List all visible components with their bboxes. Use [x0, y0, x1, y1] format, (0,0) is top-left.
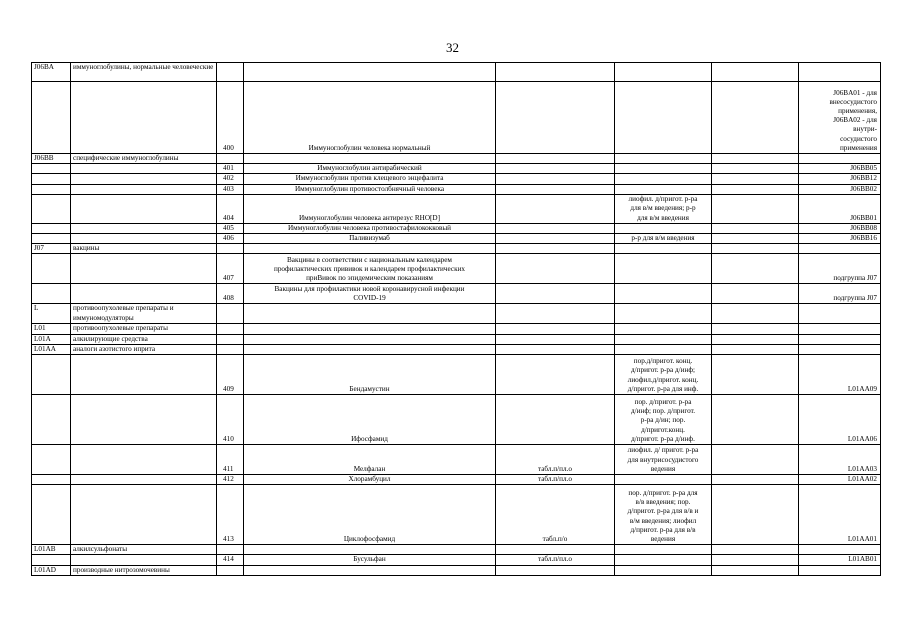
oral-form-cell: [496, 154, 615, 164]
drug-name-cell: [244, 244, 496, 254]
other-form-cell: [712, 565, 799, 575]
table-row: [32, 334, 881, 344]
atc-code: J06BB01: [850, 213, 877, 222]
atc-code-cell: [799, 174, 881, 184]
atc-code: L01AA03: [847, 464, 877, 473]
other-form-cell: [712, 395, 799, 445]
group-name-cell: [71, 355, 217, 395]
other-form-cell: [712, 63, 799, 82]
oral-form: табл.п/пл.о: [538, 555, 572, 564]
atc-code: J06BA01 - для внесосудистого применения, J06BA02 - для внутри- сосудистого применения: [829, 88, 877, 152]
atc-group-code-cell: [32, 194, 71, 223]
other-form-cell: [712, 445, 799, 475]
atc-group-code-cell: [32, 565, 71, 575]
group-name-cell: [71, 174, 217, 184]
oral-form-cell: [496, 82, 615, 154]
table-row: [32, 565, 881, 575]
other-form-cell: [712, 254, 799, 284]
atc-group-code-cell: [32, 184, 71, 194]
drug-list-table: [31, 62, 881, 576]
group-name-cell: [71, 565, 217, 575]
row-number-cell: [217, 475, 244, 485]
atc-group-code-cell: [32, 244, 71, 254]
atc-group-code-cell: [32, 445, 71, 475]
row-number-cell: [217, 174, 244, 184]
atc-code: L01AA09: [847, 384, 877, 393]
drug-name: Иммуноглобулин против клещевого энцефалита: [295, 174, 444, 183]
drug-name: Бусульфан: [353, 555, 386, 564]
other-form-cell: [712, 485, 799, 545]
atc-group-code: L01: [34, 324, 46, 333]
drug-name: Вакцины в соответствии с национальным календарем профилактических прививок и календарем профилактических приВивок по эпидемическим показаниям: [273, 255, 466, 283]
atc-code-cell: [799, 164, 881, 174]
group-name: противоопухолевые препараты: [73, 324, 168, 333]
drug-name-cell: [244, 154, 496, 164]
group-name-cell: [71, 304, 217, 324]
row-number-cell: [217, 344, 244, 354]
atc-group-code: L01AA: [34, 344, 56, 353]
injection-form-cell: [615, 395, 712, 445]
injection-form: пор. д/пригот. р-ра д/инф; пор. д/пригот. р-ра д/ин; пор. д/пригот.конц. д/пригот. р-ра д/инф.: [630, 398, 696, 443]
drug-name-cell: [244, 284, 496, 304]
drug-name-cell: [244, 174, 496, 184]
row-number-cell: [217, 154, 244, 164]
group-name: алкилсульфонаты: [73, 545, 128, 554]
row-number: 402: [223, 174, 234, 183]
table-row: [32, 154, 881, 164]
group-name-cell: [71, 555, 217, 565]
drug-name-cell: [244, 234, 496, 244]
oral-form: табл.п/о: [542, 535, 568, 544]
injection-form: лиофил. д/пригот. р-ра для в/м введения; р-р для в/м введения: [628, 195, 698, 222]
atc-group-code: J06BB: [34, 154, 54, 162]
drug-name: Хлорамбуцил: [348, 475, 391, 484]
drug-name-cell: [244, 355, 496, 395]
atc-group-code-cell: [32, 63, 71, 82]
drug-name: Иммуноглобулин противостолбнячный человека: [294, 184, 445, 193]
atc-code-cell: [799, 545, 881, 555]
oral-form-cell: [496, 63, 615, 82]
row-number: 414: [223, 555, 234, 564]
atc-code-cell: [799, 324, 881, 334]
row-number-cell: [217, 545, 244, 555]
group-name-cell: [71, 395, 217, 445]
injection-form: лиофил. д/ пригот. р-ра для внутрисосудистого ведения: [627, 446, 699, 473]
other-form-cell: [712, 545, 799, 555]
row-number-cell: [217, 254, 244, 284]
atc-group-code-cell: [32, 555, 71, 565]
group-name-cell: [71, 545, 217, 555]
row-number: 404: [223, 213, 234, 222]
table-row: [32, 445, 881, 475]
row-number: 400: [223, 143, 234, 152]
injection-form-cell: [615, 174, 712, 184]
oral-form-cell: [496, 284, 615, 304]
other-form-cell: [712, 154, 799, 164]
atc-group-code-cell: [32, 344, 71, 354]
oral-form-cell: [496, 184, 615, 194]
group-name-cell: [71, 244, 217, 254]
injection-form-cell: [615, 344, 712, 354]
atc-code: подгруппа J07: [833, 274, 877, 283]
table-row: [32, 63, 881, 82]
other-form-cell: [712, 194, 799, 223]
injection-form-cell: [615, 445, 712, 475]
atc-group-code-cell: [32, 82, 71, 154]
row-number-cell: [217, 334, 244, 344]
group-name: алкилирующие средства: [73, 334, 148, 343]
atc-group-code-cell: [32, 254, 71, 284]
atc-group-code-cell: [32, 174, 71, 184]
table-row: [32, 344, 881, 354]
injection-form-cell: [615, 545, 712, 555]
group-name-cell: [71, 254, 217, 284]
row-number-cell: [217, 304, 244, 324]
injection-form-cell: [615, 244, 712, 254]
drug-name: Иммуноглобулин антирабический: [317, 164, 422, 173]
drug-name-cell: [244, 254, 496, 284]
group-name-cell: [71, 324, 217, 334]
atc-group-code-cell: [32, 284, 71, 304]
group-name-cell: [71, 284, 217, 304]
injection-form-cell: [615, 63, 712, 82]
row-number-cell: [217, 395, 244, 445]
table-row: [32, 254, 881, 284]
oral-form-cell: [496, 565, 615, 575]
injection-form-cell: [615, 324, 712, 334]
oral-form-cell: [496, 395, 615, 445]
atc-code-cell: [799, 344, 881, 354]
oral-form-cell: [496, 344, 615, 354]
atc-group-code: J06BA: [34, 63, 54, 71]
atc-group-code-cell: [32, 545, 71, 555]
injection-form: пор. д/пригот. р-ра для в/в введения; пор. д/пригот. р-ра для в/в и в/м введения; лиофил д/пригот. р-ра для в/в ведения: [627, 489, 699, 544]
table-row: [32, 545, 881, 555]
injection-form-cell: [615, 223, 712, 233]
row-number-cell: [217, 565, 244, 575]
drug-name-cell: [244, 194, 496, 223]
drug-name: Иммуноглобулин человека противостафилококковый: [287, 223, 452, 232]
row-number: 411: [223, 464, 234, 473]
oral-form-cell: [496, 244, 615, 254]
row-number-cell: [217, 555, 244, 565]
table-row: [32, 304, 881, 324]
atc-code-cell: [799, 565, 881, 575]
table-row: [32, 234, 881, 244]
drug-name: Иммуноглобулин человека нормальный: [308, 143, 431, 152]
other-form-cell: [712, 174, 799, 184]
atc-code-cell: [799, 355, 881, 395]
atc-code-cell: [799, 244, 881, 254]
injection-form-cell: [615, 555, 712, 565]
oral-form-cell: [496, 445, 615, 475]
atc-code-cell: [799, 334, 881, 344]
drug-name-cell: [244, 395, 496, 445]
atc-group-code: L01AD: [34, 565, 56, 574]
table-row: [32, 284, 881, 304]
atc-group-code: L01AB: [34, 545, 56, 554]
other-form-cell: [712, 304, 799, 324]
row-number-cell: [217, 234, 244, 244]
row-number-cell: [217, 194, 244, 223]
table-row: [32, 184, 881, 194]
row-number-cell: [217, 324, 244, 334]
table-row: [32, 223, 881, 233]
atc-code-cell: [799, 223, 881, 233]
row-number-cell: [217, 355, 244, 395]
drug-name-cell: [244, 565, 496, 575]
group-name-cell: [71, 184, 217, 194]
atc-group-code-cell: [32, 475, 71, 485]
atc-code: J06BB02: [850, 184, 877, 193]
atc-code-cell: [799, 475, 881, 485]
atc-code-cell: [799, 184, 881, 194]
other-form-cell: [712, 284, 799, 304]
group-name-cell: [71, 485, 217, 545]
injection-form-cell: [615, 284, 712, 304]
oral-form-cell: [496, 223, 615, 233]
oral-form-cell: [496, 194, 615, 223]
row-number: 403: [223, 184, 234, 193]
oral-form-cell: [496, 164, 615, 174]
atc-code-cell: [799, 234, 881, 244]
other-form-cell: [712, 223, 799, 233]
row-number-cell: [217, 184, 244, 194]
atc-group-code: L01A: [34, 334, 51, 343]
drug-name-cell: [244, 334, 496, 344]
drug-name-cell: [244, 184, 496, 194]
row-number-cell: [217, 223, 244, 233]
table-row: [32, 324, 881, 334]
atc-code-cell: [799, 63, 881, 82]
drug-name-cell: [244, 445, 496, 475]
oral-form-cell: [496, 174, 615, 184]
atc-group-code-cell: [32, 154, 71, 164]
drug-name-cell: [244, 475, 496, 485]
oral-form-cell: [496, 254, 615, 284]
atc-code: J06BB12: [850, 174, 877, 183]
row-number-cell: [217, 164, 244, 174]
other-form-cell: [712, 234, 799, 244]
injection-form-cell: [615, 485, 712, 545]
oral-form-cell: [496, 355, 615, 395]
row-number-cell: [217, 284, 244, 304]
table-row: [32, 395, 881, 445]
row-number: 409: [223, 384, 234, 393]
other-form-cell: [712, 555, 799, 565]
injection-form-cell: [615, 254, 712, 284]
row-number: 406: [223, 234, 234, 243]
page-number: 32: [446, 40, 459, 55]
injection-form-cell: [615, 164, 712, 174]
atc-code-cell: [799, 395, 881, 445]
group-name-cell: [71, 344, 217, 354]
atc-code-cell: [799, 82, 881, 154]
atc-code-cell: [799, 304, 881, 324]
atc-group-code-cell: [32, 324, 71, 334]
table-row: [32, 475, 881, 485]
injection-form-cell: [615, 234, 712, 244]
atc-code-cell: [799, 154, 881, 164]
atc-code-cell: [799, 284, 881, 304]
drug-name-cell: [244, 304, 496, 324]
other-form-cell: [712, 355, 799, 395]
oral-form-cell: [496, 334, 615, 344]
drug-name-cell: [244, 485, 496, 545]
row-number-cell: [217, 244, 244, 254]
drug-name-cell: [244, 555, 496, 565]
oral-form: табл.п/пл.о: [538, 475, 572, 484]
row-number-cell: [217, 82, 244, 154]
other-form-cell: [712, 164, 799, 174]
group-name: производные нитрозомочевины: [73, 565, 170, 574]
group-name-cell: [71, 475, 217, 485]
atc-group-code-cell: [32, 234, 71, 244]
atc-code: L01AA06: [847, 434, 877, 443]
oral-form: табл.п/пл.о: [538, 464, 572, 473]
drug-name: Ифосфамид: [351, 434, 388, 443]
injection-form: р-р для в/м введения: [631, 234, 695, 243]
drug-name-cell: [244, 223, 496, 233]
row-number: 412: [223, 475, 234, 484]
other-form-cell: [712, 324, 799, 334]
atc-group-code-cell: [32, 355, 71, 395]
table-row: [32, 194, 881, 223]
drug-name-cell: [244, 344, 496, 354]
row-number: 410: [223, 434, 234, 443]
drug-name-cell: [244, 545, 496, 555]
oral-form-cell: [496, 324, 615, 334]
group-name: специфические иммуноглобулины: [73, 154, 179, 162]
drug-name-cell: [244, 164, 496, 174]
drug-name: Циклофосфамид: [343, 535, 396, 544]
atc-group-code: J07: [34, 244, 44, 253]
table-row: [32, 555, 881, 565]
group-name: противоопухолевые препараты и иммуномодуляторы: [73, 304, 174, 322]
oral-form-cell: [496, 545, 615, 555]
oral-form-cell: [496, 234, 615, 244]
injection-form: пор.д/пригот. конц. д/пригот. р-ра д/инф; лиофил.д/пригот. конц. д/пригот. р-ра для инф.: [627, 357, 699, 393]
group-name-cell: [71, 445, 217, 475]
atc-code: J06BB05: [850, 164, 877, 173]
group-name-cell: [71, 63, 217, 82]
drug-name: Иммуноглобулин человека антирезус RHO[D]: [298, 213, 441, 222]
injection-form-cell: [615, 184, 712, 194]
row-number: 405: [223, 223, 234, 232]
atc-group-code-cell: [32, 395, 71, 445]
atc-code-cell: [799, 194, 881, 223]
row-number-cell: [217, 63, 244, 82]
other-form-cell: [712, 82, 799, 154]
injection-form-cell: [615, 355, 712, 395]
injection-form-cell: [615, 334, 712, 344]
drug-name: Мелфалан: [353, 464, 386, 473]
group-name-cell: [71, 164, 217, 174]
atc-group-code-cell: [32, 485, 71, 545]
atc-group-code: L: [34, 304, 39, 313]
drug-name-cell: [244, 82, 496, 154]
atc-code: J06BB08: [850, 223, 877, 232]
atc-code: J06BB16: [850, 234, 877, 243]
drug-name: Паливизумаб: [349, 234, 390, 243]
injection-form-cell: [615, 154, 712, 164]
atc-code-cell: [799, 254, 881, 284]
injection-form-cell: [615, 565, 712, 575]
table-row: [32, 355, 881, 395]
group-name-cell: [71, 223, 217, 233]
table-row: [32, 174, 881, 184]
oral-form-cell: [496, 555, 615, 565]
row-number: 401: [223, 164, 234, 173]
oral-form-cell: [496, 304, 615, 324]
other-form-cell: [712, 475, 799, 485]
row-number-cell: [217, 445, 244, 475]
atc-code-cell: [799, 555, 881, 565]
injection-form-cell: [615, 475, 712, 485]
atc-code-cell: [799, 445, 881, 475]
table-row: [32, 244, 881, 254]
oral-form-cell: [496, 485, 615, 545]
atc-code: L01AB01: [848, 555, 877, 564]
drug-name: Вакцины для профилактики новой коронавирусной инфекции COVID-19: [274, 285, 465, 303]
group-name: вакцины: [73, 244, 100, 253]
injection-form-cell: [615, 82, 712, 154]
group-name: иммуноглобулины, нормальные человеческие: [73, 63, 214, 71]
drug-name: Бендамустин: [349, 384, 390, 393]
drug-name-cell: [244, 63, 496, 82]
other-form-cell: [712, 344, 799, 354]
injection-form-cell: [615, 194, 712, 223]
table-row: [32, 82, 881, 154]
table-row: [32, 164, 881, 174]
group-name-cell: [71, 82, 217, 154]
group-name-cell: [71, 154, 217, 164]
group-name-cell: [71, 194, 217, 223]
table-row: [32, 485, 881, 545]
group-name: аналоги азотистого иприта: [73, 344, 156, 353]
atc-code: L01AA01: [847, 535, 877, 544]
row-number-cell: [217, 485, 244, 545]
other-form-cell: [712, 184, 799, 194]
other-form-cell: [712, 244, 799, 254]
atc-group-code-cell: [32, 304, 71, 324]
group-name-cell: [71, 334, 217, 344]
table-body: [32, 63, 881, 576]
atc-group-code-cell: [32, 334, 71, 344]
row-number: 413: [223, 535, 234, 544]
row-number: 408: [223, 294, 234, 303]
other-form-cell: [712, 334, 799, 344]
drug-name-cell: [244, 324, 496, 334]
atc-code: подгруппа J07: [833, 294, 877, 303]
atc-code: L01AA02: [847, 475, 877, 484]
atc-group-code-cell: [32, 223, 71, 233]
row-number: 407: [223, 274, 234, 283]
group-name-cell: [71, 234, 217, 244]
injection-form-cell: [615, 304, 712, 324]
atc-code-cell: [799, 485, 881, 545]
atc-group-code-cell: [32, 164, 71, 174]
oral-form-cell: [496, 475, 615, 485]
